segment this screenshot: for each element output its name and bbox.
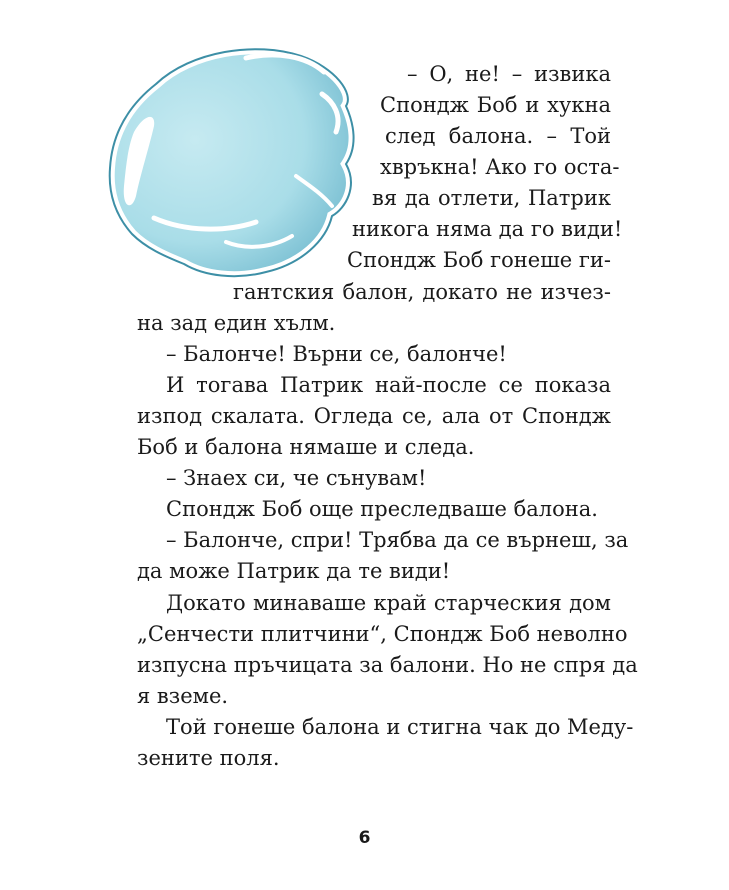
- text-line: я вземе.: [137, 684, 229, 708]
- text-line: Спондж Боб гонеше ги-: [347, 248, 611, 272]
- text-line: – Балонче! Върни се, балонче!: [166, 342, 507, 366]
- text-line: Докато минаваше край старческия дом: [166, 591, 611, 615]
- text-line: вя да отлети, Патрик: [372, 186, 611, 210]
- text-line: Боб и балона нямаше и следа.: [137, 435, 475, 459]
- text-line: И тогава Патрик най-после се показа: [166, 373, 611, 397]
- text-line: изпусна пръчицата за балони. Но не спря да: [137, 653, 638, 677]
- text-line: „Сенчести плитчини“, Спондж Боб неволно: [137, 622, 628, 646]
- text-line: – Знаех си, че сънувам!: [166, 466, 427, 490]
- text-line: Спондж Боб още преследваше балона.: [166, 497, 598, 521]
- bubble-balloon-illustration: [96, 36, 368, 286]
- text-line: зените поля.: [137, 746, 280, 770]
- text-line: Той гонеше балона и стигна чак до Меду-: [166, 715, 634, 739]
- text-line: – Балонче, спри! Трябва да се върнеш, за: [166, 528, 629, 552]
- text-line: никога няма да го види!: [352, 217, 623, 241]
- page-number: 6: [358, 828, 371, 848]
- text-line: да може Патрик да те види!: [137, 559, 451, 583]
- text-line: Спондж Боб и хукна: [380, 93, 611, 117]
- text-line: гантския балон, докато не изчез-: [233, 280, 611, 304]
- text-line: след балона. – Той: [385, 124, 611, 148]
- text-line: – О, не! – извика: [407, 62, 611, 86]
- text-line: на зад един хълм.: [137, 311, 336, 335]
- text-line: изпод скалата. Огледа се, ала от Спондж: [137, 404, 611, 428]
- text-line: хвръкна! Ако го оста-: [380, 155, 620, 179]
